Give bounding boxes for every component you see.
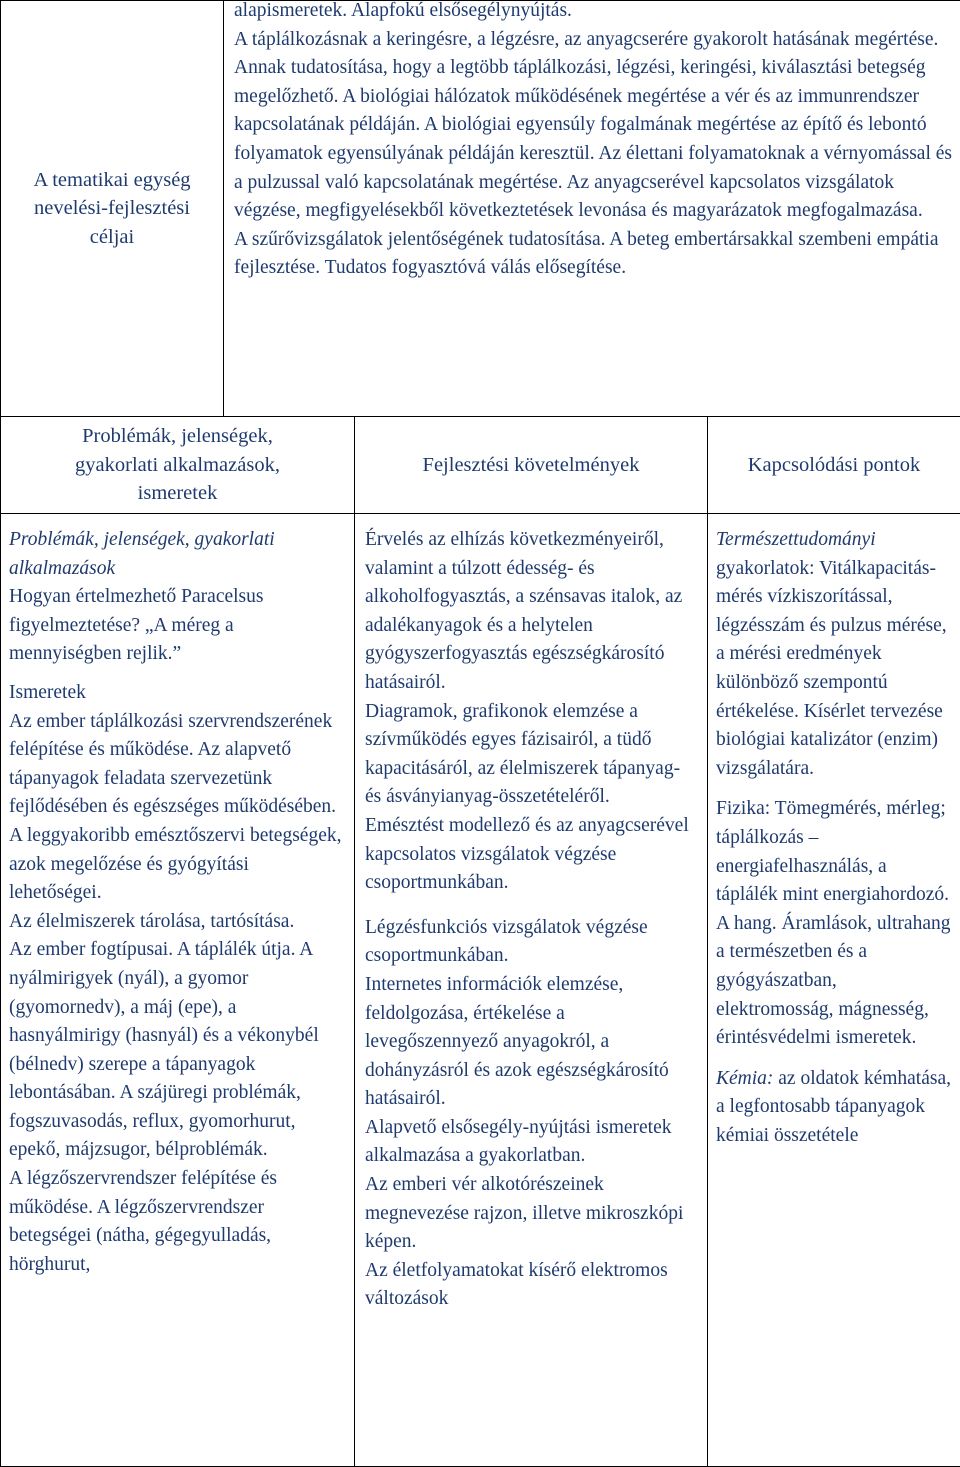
natsci-text: gyakorlatok: Vitálkapacitás-mérés vízkiszorítással, légzésszám és pulzus mérése, a mérési eredmények különböző szempontú értékelése. Kísérlet tervezése biológiai katalizátor (enzim) vizsgálatára. — [716, 555, 952, 784]
chemistry-text — [716, 1065, 952, 1151]
requirement-item: Az életfolyamatokat kísérő elektromos változások — [365, 1257, 697, 1314]
goals-line: A táplálkozásnak a keringésre, a légzésre, az anyagcserére gyakorolt hatásának megértése. — [234, 26, 952, 55]
header-connections: Kapcsolódási pontok — [708, 417, 960, 514]
requirement-item: Az emberi vér alkotórészeinek megnevezése rajzon, illetve mikroszkópi képen. — [365, 1171, 697, 1257]
header-row — [1, 417, 960, 514]
natsci-label: Természettudományi — [716, 526, 952, 555]
goals-row — [1, 1, 960, 417]
problems-text: Hogyan értelmezhető Paracelsus figyelmeztetése? „A méreg a mennyiségben rejlik.” — [9, 583, 346, 669]
content-row — [1, 514, 960, 1467]
goals-line: A szűrővizsgálatok jelentőségének tudatosítása. A beteg embertársakkal szembeni empátia fejlesztése. Tudatos fogyasztóvá válás elősegítése. — [234, 226, 952, 283]
knowledge-paragraph: Az élelmiszerek tárolása, tartósítása. — [9, 908, 346, 937]
header-requirements: Fejlesztési követelmények — [355, 417, 708, 514]
requirement-item: Internetes információk elemzése, feldolgozása, értékelése a levegőszennyező anyagokról, a dohányzásról és azok egészségkárosító hatásairól. — [365, 971, 697, 1114]
connections-cell — [708, 514, 960, 1467]
goals-line: Annak tudatosítása, hogy a legtöbb táplálkozási, légzési, keringési, kiválasztási betegség megelőzhető. A biológiai hálózatok működésének megértése a vér és az immunrendszer kapcsolatának példáján. A biológiai egyensúly fogalmának megértése az építő és lebontó folyamatok egyensúlyának példáján keresztül. Az élettani folyamatoknak a vérnyomással és a pulzussal való kapcsolatának megértése. Az anyagcserével kapcsolatos vizsgálatok végzése, megfigyelésekből következtetések levonása és magyarázatok megfogalmazása. — [234, 54, 952, 226]
requirement-item: Légzésfunkciós vizsgálatok végzése csoportmunkában. — [365, 914, 697, 971]
goals-content — [224, 1, 960, 417]
knowledge-paragraph: Az ember fogtípusai. A táplálék útja. A nyálmirigyek (nyál), a gyomor (gyomornedv), a máj (epe), a hasnyálmirigy (hasnyál) és a vékonybél (bélnedv) szerepe a tápanyagok lebontásában. A szájüregi problémák, fogszuvasodás, reflux, gyomorhurut, epekő, májzsugor, bélproblémák. — [9, 936, 346, 1165]
goals-line: alapismeretek. Alapfokú elsősegélynyújtás. — [234, 0, 952, 26]
chemistry-label: Kémia: — [716, 1068, 773, 1089]
knowledge-paragraph: Az ember táplálkozási szervrendszerének felépítése és működése. Az alapvető tápanyagok feladata szervezetünk fejlődésében és egészséges működésében. A leggyakoribb emésztőszervi betegségek, azok megelőzése és gyógyítási lehetőségei. — [9, 708, 346, 908]
requirement-item: Emésztést modellező és az anyagcserével kapcsolatos vizsgálatok végzése csoportmunkában. — [365, 812, 697, 898]
requirements-cell — [355, 514, 708, 1467]
goals-label: A tematikai egység nevelési-fejlesztési céljai — [1, 1, 224, 417]
knowledge-label: Ismeretek — [9, 679, 346, 708]
chemistry-body: az oldatok kémhatása, a legfontosabb tápanyagok kémiai összetétele — [716, 1068, 951, 1146]
header-problems: Problémák, jelenségek, gyakorlati alkalmazások, ismeretek — [1, 417, 355, 514]
problems-label: Problémák, jelenségek, gyakorlati alkalmazások — [9, 526, 346, 583]
requirement-item: Érvelés az elhízás következményeiről, valamint a túlzott édesség- és alkoholfogyasztás, a szénsavas italok, az adalékanyagok és a helytelen gyógyszerfogyasztás egészségkárosító hatásairól. — [365, 526, 697, 698]
requirement-item: Diagramok, grafikonok elemzése a szívműködés egyes fázisairól, a tüdő kapacitásáról, az élelmiszerek tápanyag- és ásványianyag-összetételéről. — [365, 698, 697, 812]
physics-text: Fizika: Tömegmérés, mérleg; táplálkozás – energiafelhasználás, a táplálék mint energiahordozó. A hang. Áramlások, ultrahang a természetben és a gyógyászatban, elektromosság, mágnesség, érintésvédelmi ismeretek. — [716, 795, 952, 1052]
requirement-item: Alapvető elsősegély-nyújtási ismeretek alkalmazása a gyakorlatban. — [365, 1114, 697, 1171]
knowledge-paragraph: A légzőszervrendszer felépítése és működése. A légzőszervrendszer betegségei (nátha, gégegyulladás, hörghurut, — [9, 1165, 346, 1279]
problems-knowledge-cell — [1, 514, 355, 1467]
